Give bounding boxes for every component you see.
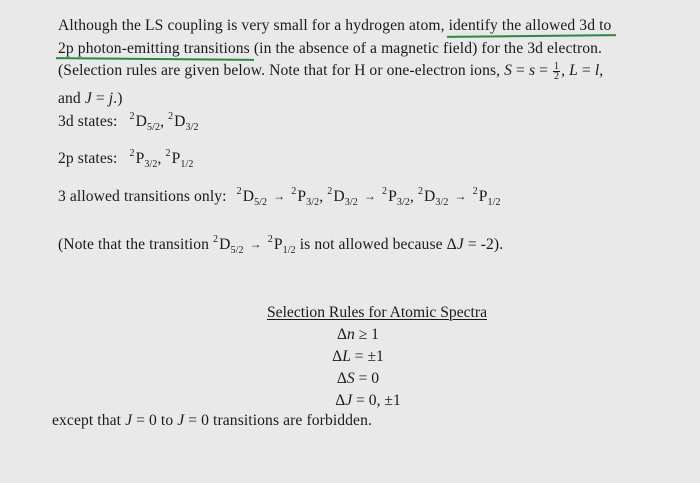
term-j: 3/2 [185, 122, 199, 133]
note-text: (Note that the transition [58, 236, 214, 253]
delta-symbol: Δ [336, 370, 347, 387]
term-letter: D [424, 188, 436, 205]
term-symbol [165, 148, 194, 170]
fraction-one-half [553, 62, 560, 81]
arrow-right-icon: → [273, 189, 286, 203]
term-letter: P [135, 150, 145, 167]
term-letter: P [478, 188, 488, 205]
equals: = [535, 62, 553, 80]
symbol-j: j [108, 90, 114, 107]
symbol-n: n [347, 326, 355, 343]
intro-text: (Selection rules are given below. Note that for H or one-electron ions, [58, 62, 505, 80]
symbol-L: L [569, 62, 578, 80]
note-line [58, 236, 503, 254]
states-3d-line: 3d states: $^2D_{5/2}$, $^2D_{3/2}$ [58, 111, 199, 133]
intro-text: (in the absence of a magnetic field) for the 3d electron. [249, 40, 603, 57]
equals: = [91, 90, 109, 107]
term-symbol [267, 234, 296, 256]
symbol-J: J [345, 392, 353, 409]
symbol-s: s [528, 62, 536, 80]
delta-symbol: Δ [446, 236, 457, 253]
exception-text: = 0 to [132, 412, 178, 429]
term-symbol [129, 148, 158, 170]
term-multiplicity: 2 [472, 186, 478, 197]
symbol-J: J [177, 412, 185, 429]
transitions-line: 3 allowed transitions only: $^2D_{5/2} \to ^2P_{3/2}$, $^2D_{3/2} \to ^2P_{3/2}$, $^2D_{3/2} \to ^2P_{1/2}$ [58, 186, 501, 208]
symbol-S: S [504, 62, 513, 80]
term-j: 3/2 [306, 197, 320, 208]
term-letter: P [273, 236, 283, 253]
intro-text-underlined: 2p photon-emitting transitions [58, 40, 250, 57]
transition-3 [417, 186, 501, 208]
intro-line-3: (Selection rules are given below. Note that for H or one-electron ions, S = s = $\frac{1}{2}$ , L = l, [58, 61, 604, 82]
intro-text-underlined: identify the allowed 3d to [448, 17, 612, 34]
rule-delta-L [8, 348, 700, 366]
term-j: 1/2 [487, 197, 501, 208]
states-3d-label: 3d states: [58, 113, 118, 130]
term-multiplicity: 2 [213, 234, 219, 245]
term-letter: P [171, 150, 181, 167]
term-symbol [129, 111, 161, 133]
note-text: is not allowed because [295, 236, 447, 253]
term-multiplicity: 2 [168, 111, 174, 122]
rule-delta-J [18, 392, 700, 410]
rule-exception [52, 412, 372, 430]
fraction-denominator: 2 [554, 71, 560, 82]
exception-text: except that [52, 412, 126, 429]
handwritten-underline-identify [449, 17, 612, 35]
delta-symbol: Δ [332, 348, 343, 365]
intro-text: Although the LS coupling is very small for a hydrogen atom, [58, 17, 449, 34]
arrow-right-icon: → [454, 189, 467, 203]
fraction-numerator: 1 [554, 61, 560, 72]
term-symbol [168, 111, 199, 133]
term-j: 1/2 [180, 159, 194, 170]
term-letter: D [242, 188, 255, 205]
symbol-J: J [456, 236, 464, 253]
term-multiplicity: 2 [165, 148, 171, 159]
term-letter: P [388, 188, 397, 205]
rule-value: ≥ 1 [354, 326, 379, 343]
term-symbol [213, 234, 244, 256]
rules-title-text: Selection Rules for Atomic Spectra [267, 304, 487, 321]
equals: = [512, 62, 529, 80]
term-j: 3/2 [144, 159, 158, 170]
term-multiplicity: 2 [291, 186, 297, 197]
rule-delta-S [8, 370, 700, 388]
rule-value: = 0 [354, 370, 380, 387]
rule-delta-n [8, 326, 700, 344]
intro-line-1 [58, 17, 611, 35]
term-multiplicity: 2 [129, 111, 135, 122]
rule-value: = 0, ±1 [352, 392, 401, 409]
term-j: 3/2 [435, 197, 449, 208]
term-letter: P [297, 188, 307, 205]
transitions-label: 3 allowed transitions only: [58, 188, 227, 205]
term-multiplicity: 2 [129, 148, 135, 159]
transition-1 [236, 186, 320, 208]
term-multiplicity: 2 [267, 234, 273, 245]
handwritten-underline-transitions [58, 40, 250, 58]
symbol-S: S [346, 370, 355, 387]
term-multiplicity: 2 [381, 186, 388, 197]
term-j: 5/2 [146, 122, 161, 133]
term-j: 1/2 [282, 245, 296, 256]
term-j: 3/2 [396, 197, 410, 208]
states-2p-label: 2p states: [58, 150, 118, 167]
term-letter: D [135, 113, 147, 130]
intro-text: and [58, 90, 85, 107]
term-j: 5/2 [254, 197, 268, 208]
note-text: = -2). [463, 236, 504, 253]
rules-title [27, 304, 700, 322]
term-letter: D [333, 188, 345, 205]
intro-line-2 [58, 40, 602, 58]
term-letter: D [219, 236, 231, 253]
delta-symbol: Δ [337, 326, 348, 343]
term-multiplicity: 2 [417, 186, 424, 197]
states-2p-line: 2p states: $^2P_{3/2}$, $^2P_{1/2}$ [58, 148, 194, 170]
intro-text: .) [113, 90, 123, 107]
symbol-J: J [84, 90, 92, 107]
arrow-right-icon: → [363, 189, 376, 203]
transition-2 [327, 186, 410, 208]
symbol-J: J [125, 412, 133, 429]
term-letter: D [174, 113, 186, 130]
term-multiplicity: 2 [327, 186, 333, 197]
term-j: 3/2 [344, 197, 358, 208]
symbol-L: L [342, 348, 351, 365]
rule-value: = ±1 [350, 348, 384, 365]
arrow-right-icon: → [249, 237, 262, 251]
term-multiplicity: 2 [236, 186, 242, 197]
intro-line-4 [58, 90, 123, 108]
term-j: 5/2 [230, 245, 244, 256]
equals: = [577, 62, 595, 80]
symbol-l: l [594, 62, 600, 80]
exception-text: = 0 transitions are forbidden. [184, 412, 372, 429]
delta-symbol: Δ [335, 392, 346, 409]
